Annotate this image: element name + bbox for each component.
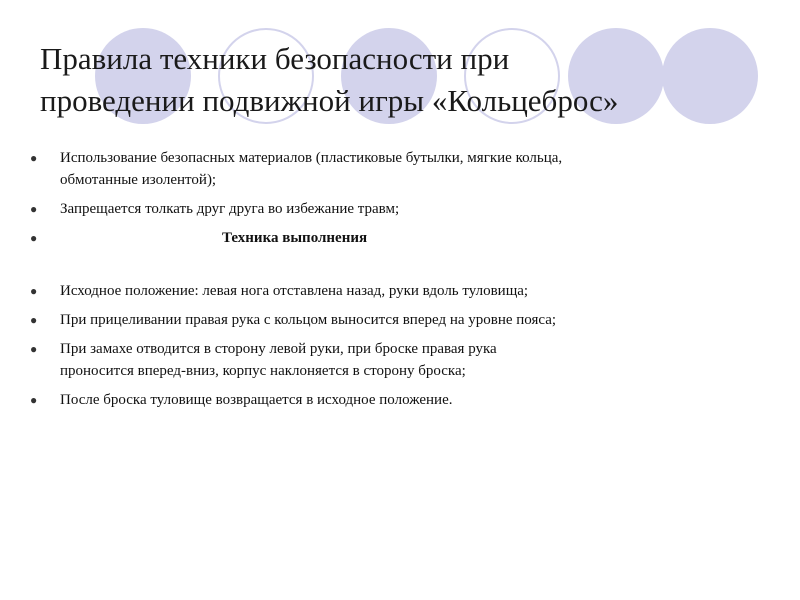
- section-heading: Техника выполнения: [222, 230, 368, 246]
- bullet-dot-icon: ●: [30, 342, 38, 356]
- bullet-text: обмотанные изолентой);: [60, 172, 217, 188]
- bullet-text: Запрещается толкать друг друга во избежание травм;: [60, 201, 400, 217]
- bullet-dot-icon: ●: [30, 393, 38, 407]
- bullet-item: [30, 147, 780, 191]
- slide-title-line: проведении подвижной игры «Кольцеброс»: [40, 83, 619, 118]
- bullet-dot-icon: ●: [30, 284, 38, 298]
- bullet-text: Исходное положение: левая нога отставлена назад, руки вдоль туловища;: [60, 283, 529, 299]
- slide-title-line: Правила техники безопасности при: [40, 41, 510, 76]
- bullet-dot-icon: ●: [30, 151, 38, 165]
- bullet-text: При замахе отводится в сторону левой руки, при броске правая рука: [60, 341, 497, 357]
- bullet-item: [30, 280, 780, 302]
- bullet-text: Использование безопасных материалов (пластиковые бутылки, мягкие кольца,: [60, 150, 563, 166]
- bullet-item: [30, 309, 780, 331]
- bullet-item: [30, 338, 780, 382]
- bullet-dot-icon: ●: [30, 231, 38, 245]
- bullet-text: проносится вперед-вниз, корпус наклоняется в сторону броска;: [60, 363, 466, 379]
- bullet-item-heading: [30, 227, 780, 249]
- bullet-text: После броска туловище возвращается в исходное положение.: [60, 392, 453, 408]
- bullet-list: [30, 147, 780, 418]
- bullet-item: [30, 198, 780, 220]
- bullet-text: При прицеливании правая рука с кольцом выносится вперед на уровне пояса;: [60, 312, 557, 328]
- slide-title: [40, 38, 780, 122]
- bullet-dot-icon: ●: [30, 202, 38, 216]
- bullet-item: [30, 389, 780, 411]
- bullet-dot-icon: ●: [30, 313, 38, 327]
